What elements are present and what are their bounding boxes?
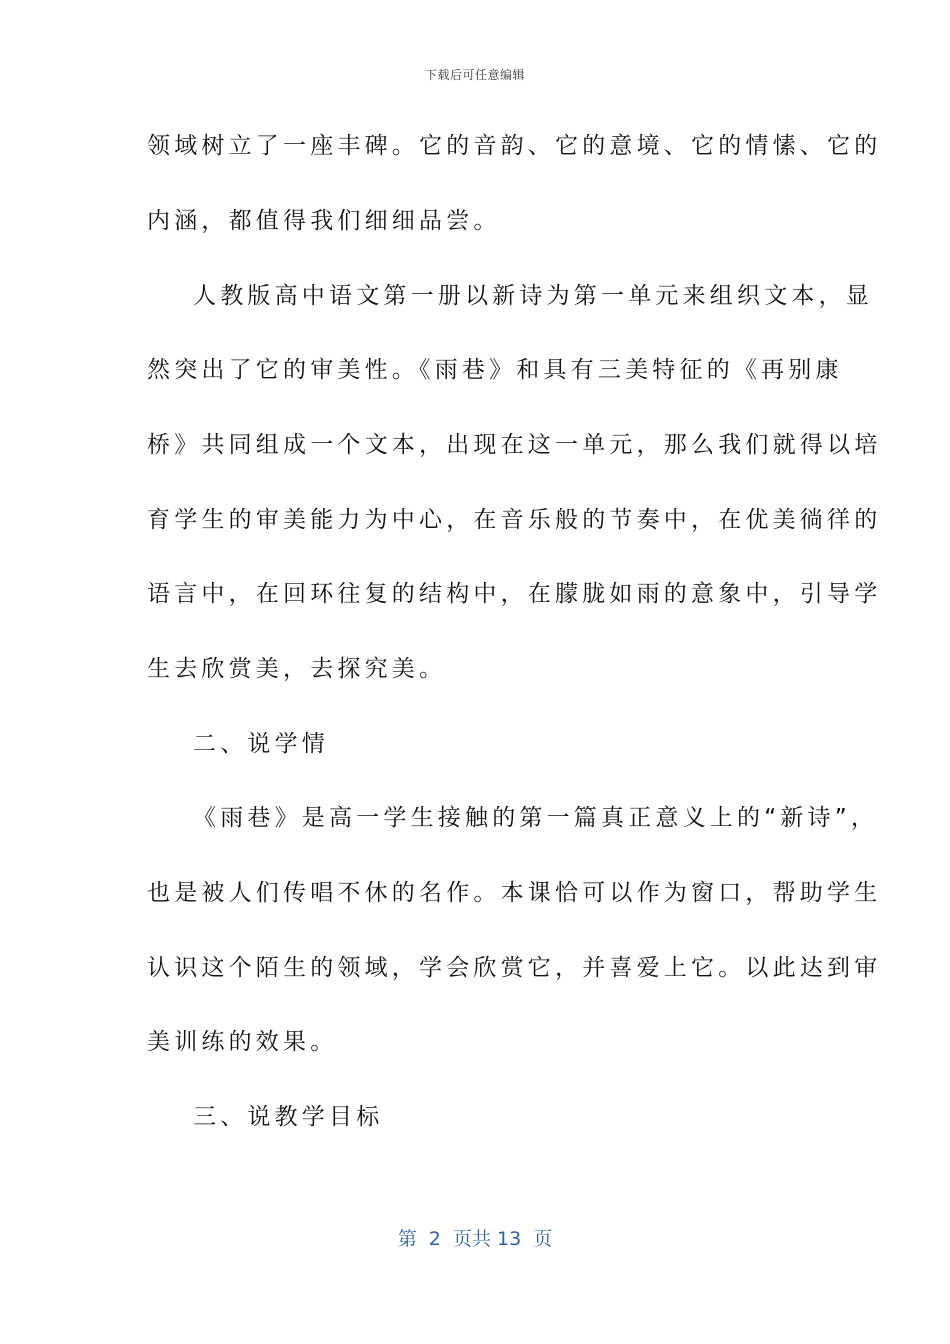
body-line: 美训练的效果。 [147,1029,338,1055]
body-line: 人教版高中语文第一册以新诗为第一单元来组织文本，显 [193,283,873,309]
body-line: 桥》共同组成一个文本，出现在这一单元，那么我们就得以培 [147,432,882,458]
body-line: 语言中，在回环往复的结构中，在朦胧如雨的意象中，引导学 [147,581,882,607]
section-heading: 二、说学情 [193,731,329,757]
body-line: 领域树立了一座丰碑。它的音韵、它的意境、它的情愫、它的 [147,133,882,159]
body-line: 然突出了它的审美性。《雨巷》和具有三美特征的《再别康 [147,357,843,383]
body-line: 生去欣赏美，去探究美。 [147,656,447,682]
body-line: 《雨巷》是高一学生接触的第一篇真正意义上的“新诗”， [193,805,879,831]
body-line: 也是被人们传唱不休的名作。本课恰可以作为窗口，帮助学生 [147,880,882,906]
page-number: 第 2 页共 13 页 [397,1228,553,1250]
body-line: 内涵，都值得我们细细品尝。 [147,208,501,234]
section-heading: 三、说教学目标 [193,1104,384,1130]
body-line: 育学生的审美能力为中心，在音乐般的节奏中，在优美徜徉的 [147,507,882,533]
body-line: 认识这个陌生的领域，学会欣赏它，并喜爱上它。以此达到审 [147,955,882,981]
page-header: 下载后可任意编辑 [424,68,525,82]
